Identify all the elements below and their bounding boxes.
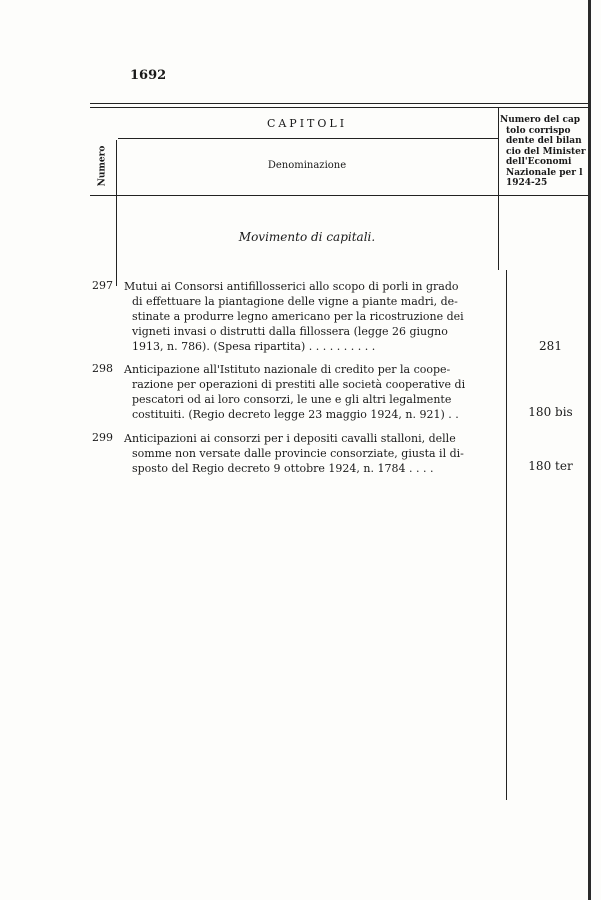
- right-header-line: tolo corrispo: [506, 125, 571, 136]
- capitoli-underline: [118, 138, 498, 139]
- numero-column-header: [94, 143, 116, 193]
- entry-text: [124, 431, 500, 476]
- right-column-divider-top: [498, 196, 499, 270]
- entry-line: costituiti. (Regio decreto legge 23 maggio 1924, n. 921) . .: [132, 408, 459, 421]
- right-header-line: dell'Economi: [506, 157, 572, 167]
- entry-line: Anticipazioni ai consorzi per i depositi cavalli stalloni, delle: [124, 432, 456, 445]
- entry-line: razione per operazioni di prestiti alle società cooperative di: [132, 378, 466, 391]
- entry-number: 297: [92, 279, 113, 292]
- right-header-line: 1924-25: [506, 178, 548, 188]
- numero-header-divider: [116, 140, 117, 195]
- entry-line: pescatori od ai loro consorzi, le une e gli altri legalmente: [132, 393, 452, 406]
- entry-number: 298: [92, 362, 113, 375]
- numero-label: Numero: [97, 145, 108, 187]
- right-header-divider: [498, 108, 499, 196]
- entry-number: 299: [92, 431, 113, 444]
- entry-text: [124, 279, 500, 354]
- page-number: 1692: [130, 68, 167, 83]
- entry-line: Mutui ai Consorsi antifillosserici allo scopo di porli in grado: [124, 280, 459, 293]
- numero-column-divider: [116, 196, 117, 286]
- right-header-line: cio del Minister: [506, 146, 586, 157]
- section-title: Movimento di capitali.: [238, 230, 376, 244]
- entry-line: vigneti invasi o distrutti dalla fillossera (legge 26 giugno: [132, 325, 448, 338]
- entry-line: sposto del Regio decreto 9 ottobre 1924, n. 1784 . . . .: [132, 462, 434, 475]
- bilancio-code: 180 bis: [528, 405, 573, 419]
- right-header-line: Nazionale per l: [506, 167, 583, 178]
- entry-line: somme non versate dalle provincie consorziate, giusta il di-: [132, 447, 464, 460]
- right-header-line: dente del bilan: [506, 136, 582, 146]
- top-rule: [90, 103, 588, 104]
- top-rule-inner: [90, 107, 588, 108]
- bilancio-code: 180 ter: [528, 459, 573, 473]
- entry-line: Anticipazione all'Istituto nazionale di credito per la coope-: [124, 363, 451, 376]
- bilancio-code: 281: [539, 339, 562, 353]
- entry-line: di effettuare la piantagione delle vigne a piante madri, de-: [132, 295, 458, 308]
- bilancio-column-header: [500, 115, 601, 189]
- right-header-line: Numero del cap: [500, 115, 581, 125]
- capitoli-heading: CAPITOLI: [266, 117, 348, 130]
- entry-line: stinate a produrre legno americano per la ricostruzione dei: [132, 310, 464, 323]
- header-bottom-rule: [90, 195, 588, 196]
- denominazione-header: Denominazione: [267, 160, 347, 171]
- entry-line: 1913, n. 786). (Spesa ripartita) . . . . . . . . . .: [132, 340, 376, 353]
- entry-text: [124, 362, 500, 422]
